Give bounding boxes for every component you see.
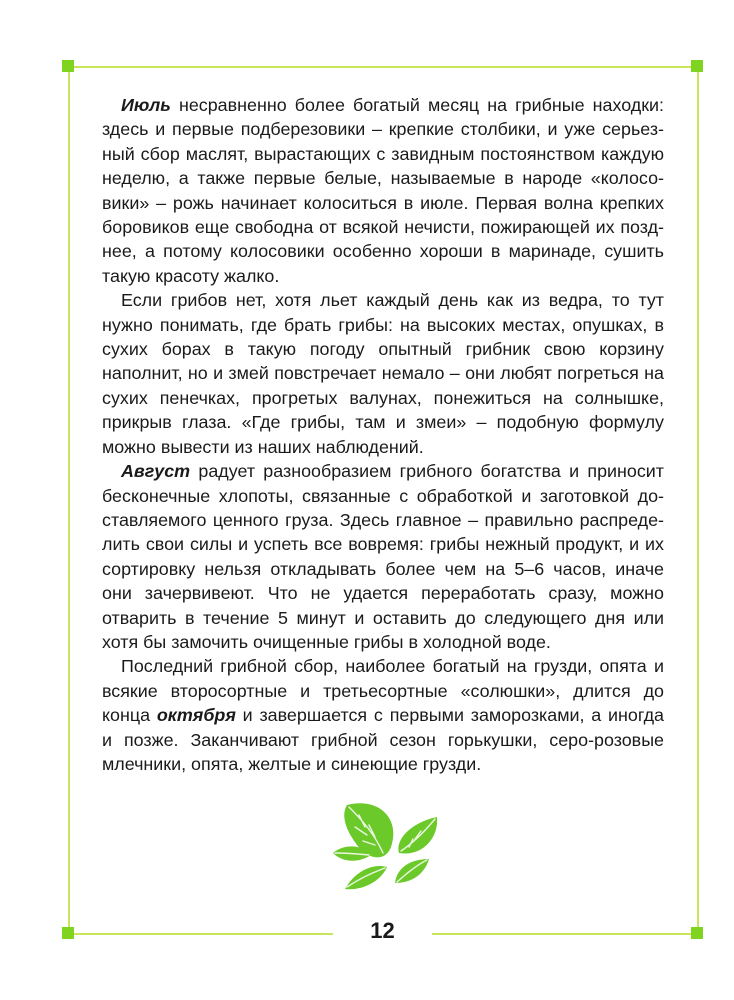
green-leaves-icon xyxy=(329,797,439,893)
frame-right-line xyxy=(697,66,699,934)
term-august: Август xyxy=(121,461,191,482)
term-july: Июль xyxy=(121,95,171,115)
paragraph-july-text: несравненно более богатый месяц на грибные находки: здесь и первые подберезовики – крепкие столбики, и уже серьезный сбор маслят, вырастающих с завидным постоянством каждую неделю, а также первые белые, называемые в народе «колосовики» – рожь начинает колоситься в июле. Первая волна крепких боровиков еще свободна от всякой нечисти, пожирающей их позднее, а потому колосовики особенно хороши в маринаде, сушить такую красоту жалко. xyxy=(102,95,664,286)
paragraph-october xyxy=(102,654,664,776)
paragraph-october-text: и завершается с первыми заморозками, а иногда и позже. Заканчивают грибной сезон горькушки, серо-розовые млечники, опята, желтые и синеющие грузди. xyxy=(102,705,664,774)
paragraph-july xyxy=(102,93,664,288)
paragraph-rain-text: Если грибов нет, хотя льет каждый день как из ведра, то тут нужно понимать, где брать грибы: на высоких местах, опушках, в сухих борах в такую погоду опытный грибник свою корзину наполнит, но и змей повстречает немало – они любят погреться на сухих пенечках, прогретых валунах, понежиться на солнышке, прикрыв глаза. «Где грибы, там и змеи» – подобную формулу можно вывести из наших наблюдений. xyxy=(102,290,664,457)
paragraph-october-text-before: Последний грибной сбор, наиболее богатый на грузди, опята и всякие второсортные и третьесортные «солюшки», длится до конца xyxy=(102,656,664,726)
body-text xyxy=(102,93,664,776)
corner-square-top-right xyxy=(691,60,703,72)
frame-bottom-right-line xyxy=(432,933,698,935)
frame-bottom-left-line xyxy=(68,933,333,935)
paragraph-rain xyxy=(102,288,664,459)
frame-top-line xyxy=(68,66,698,68)
paragraph-august-text: радует разнообразием грибного богатства и приносит бесконечные хлопоты, связанные с обработкой и заготовкой доставляемого ценного груза. Здесь главное – правильно распределить свои силы и успеть все вовремя: грибы нежный продукт, и их сортировку нельзя откладывать более чем на 5–6 часов, иначе они зачервивеют. Что не удается переработать сразу, можно отварить в течение 5 минут и оставить до следующего дня или хотя бы замочить очищенные грибы в холодной воде. xyxy=(102,461,664,652)
page-number: 12 xyxy=(370,918,395,943)
corner-square-top-left xyxy=(62,60,74,72)
frame-left-line xyxy=(68,66,70,934)
corner-square-bottom-right xyxy=(691,927,703,939)
corner-square-bottom-left xyxy=(62,927,74,939)
term-october: октября xyxy=(156,705,236,726)
paragraph-august xyxy=(102,459,664,654)
